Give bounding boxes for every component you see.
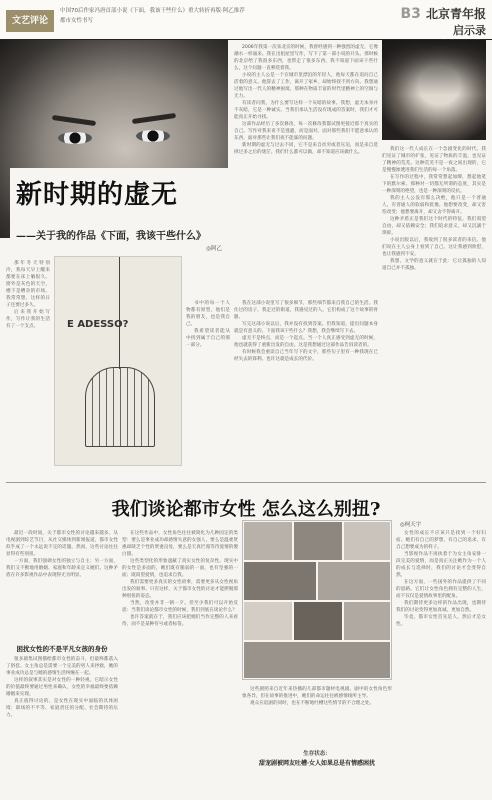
article2-column-1: 最近一段时间，关于都市女性的讨论越来越多。从电视剧到综艺节目，从社交媒体到新闻报道，都市女性似乎成了一个永远说不完的话题。然而，这些讨论往往显得有些别扭。 一方面，我们强调女性的独立与自主；另一方面，我们又不断地用婚姻、家庭和年龄来定义她们。这种矛盾在许多影视作品中表现得尤为明显。 [6,531,118,578]
article1-column-3: 我们这一代人成长在一个急剧变化的时代。我们见证了城市的扩张，见证了物质的丰盈，也见证了精神的荒芜。这种荒芜不是一夜之间出现的，它是慢慢渗透进我们生活的每一个角落。 在写作的过程中，我常常想起加缪，想起他笔下的默尔索。那种对一切都无所谓的态度，其实是一种深刻的绝望，也是一种深刻的反抗。 我的主人公没有那么决绝，他只是一个普通人，有普通人的软弱和犹豫。他想要改变，却又害怕改变；他想要离开，却又舍不得离开。 这种矛盾正是我们这个时代的特征。我们渴望自由，却又依赖安全；我们追求意义，却又沉溺于琐碎。 小说出版以后，我收到了很多读者的来信。他们说在主人公身上看到了自己。这让我感到欣慰，也让我感到不安。 我想，文学的意义就在于此：它让孤独的人知道自己并不孤独。 [382,147,486,271]
article2-column-2: 很多剧集试图描绘都市女性的奋斗，但最终都落入了俗套。女主角总是需要一个完美的男人来拯救，她的事业成功总是与她的感情生活纠缠在一起。 这样的叙事其实是对女性的一种轻视。它暗示女性的价值最终要通过男性来确认，女性的幸福最终要依赖婚姻来实现。 真正值得讨论的，是女性在现实中面临的具体困境：职场的不平等、家庭责任的分配、社会期待的压力。 [6,657,118,718]
still-4 [243,561,317,601]
article2-subhead: 困扰女性的不是平凡女孩的身份 [16,645,108,653]
article1-subtitle: ——关于我的作品《下面，我该干些什么》 [16,231,206,242]
article1-column-2: 我在这部小说里写了很多细节，那些细节都来自我自己的生活。我住过的房子，我走过的街道，我遇见过的人。它们构成了这个故事的骨骼。 写完这部小说以后，我并没有找到答案。但我知道，提出问题本身就是有意义的。下面我该干些什么？我想，我会继续写下去。 虚无不是终点，而是一个起点。当一个人真正感受到虚无的时候，他也就获得了重新出发的自由。这是我想通过这部作品告诉读者的。 有时候我会重读自己当年写下的文字，那些句子里有一种我现在已经失去的锋利。也许这就是成长的代价。 [234,301,378,362]
collage-caption [242,750,392,768]
drama-stills-collage [242,520,392,680]
still-2 [293,521,343,561]
birdcage-illustration [85,367,155,447]
book-cover [54,256,182,466]
section-divider [6,482,486,483]
article2-column-4: 这些剧照来自近年来热播的几部都市题材电视剧。剧中的女性角色形象各异，但在故事的推进中，她们的命运往往被感情线所主导。 观众在追剧的同时，也在不断地吐槽这些情节的不合理之处。 [242,687,392,706]
article1-byline: ◎阿乙 [206,246,222,252]
paper-name: 北京青年报 [425,7,486,21]
left-eye [58,132,92,144]
still-6 [243,601,293,641]
article1-headline: 新时期的虚无 [16,180,179,210]
still-9 [243,641,391,679]
page-header [0,0,492,40]
right-brow [132,113,176,124]
article1-column-1: 2006年我第一次来北京的时候，我曾经感到一种强烈的虚无，它像潮水一样涌来。我在出租屋里写作，写下了第一部小说的开头。那时候的北京给了我很多东西，也带走了很多东西。我不知道下面该干些什么，这个问题一直萦绕着我。 小说的主人公是一个在城市里漂泊的年轻人，他每天都在追问自己活着的意义。他辞去了工作，离开了家乡，却始终找不到方向。我想通过他写出一代人的精神困境，那种在物质丰富的时代里精神上的空洞与无力。 有读者问我，为什么要写这样一个灰暗的故事。我想，虚无本身并不灰暗，它是一种诚实。当我们承认生活没有现成的答案时，我们才可能真正开始寻找。 这部作品经历了多次修改，每一次修改我都试图更接近那个真实的自己。写作对我来说不是逃避，而是面对。面对那些我们不愿意承认的东西，面对那些让我们夜不能寐的问题。 新时期的虚无与过去不同，它不是来自贫穷或者压迫，而是来自选择过多之后的迷茫。我们什么都可以做，却不知道应该做什么。 [234,45,378,155]
header-line-2: 都市女性书写 [60,18,94,24]
still-8 [343,601,391,641]
header-line-1: 中国70后作家冯唐首部小说《下面，我该干些什么》重大转折再版·阿乙推荐 [60,8,245,14]
portrait-hair [382,40,486,95]
article2-column-3: 在这些作品中，女性角色往往被简化为几种固定的类型：要么是事业成功却感情失意的女强人，要么是温柔贤惠却缺乏个性的贤妻良母，要么是天真烂漫等待爱情的傻白甜。 这些类型化的形象遮蔽了真实女性的复杂性。现实中的女性是多面的，她们既有脆弱的一面，也有坚强的一面；既渴望爱情，也追求自我。 我们需要更多真实的女性故事，需要更多从女性视角出发的叙事。只有这样，关于都市女性的讨论才能摆脱那种别扭的姿态。 当然，改变并非一朝一夕。但至少我们可以开始反思：当我们谈论都市女性的时候，我们到底在谈论什么？ 也许答案就在于，我们应该把她们当作完整的人来看待，而不是某种符号或者标签。 [122,531,238,627]
article1-column-side: 书中的每一个人物都有原型，他们是我的朋友，也是我自己。 我希望读者能从中找到属于自己的那一部分。 [186,301,230,348]
still-7 [293,601,343,641]
caption-label: 生存状态： [303,751,331,757]
left-brow [52,115,96,126]
column-name: 启示录 [453,24,486,37]
right-eye [136,130,170,142]
header-lines [60,6,360,26]
still-3 [343,521,391,561]
article1-column-0: 那年冬天特别冷，我每天早上醒来都要在床上躺很久。窗外是灰色的天空，楼下是嘈杂的市场。我常常想，这样的日子还要过多久。 后来我开始写作，写作让我的生活有了一个支点。 [6,261,50,329]
article2-column-5: 女性的成长不应该只是找到一个好归宿。她们有自己的梦想，有自己的追求，有自己想要成为的样子。 当影视作品不再执着于为女主角安排一段完美的爱情，而是真正关注她作为一个人的成长与选择时，我们的讨论才会变得自然。 在这方面，一些国外的作品提供了不同的思路。它们让女性角色拥有完整的人生，而不仅仅是爱情故事里的配角。 我们期待更多这样的作品出现，也期待我们的讨论变得更加真诚、更加自然。 毕竟，都市女性首先是人，然后才是女性。 [396,531,486,627]
article1-headline-block [10,168,228,258]
section-tag: 文艺评论 [6,10,54,32]
book-cover-title: E ADESSO? [67,319,129,330]
still-1 [243,521,293,561]
article2-headline: 我们谈论都市女性 怎么这么别扭? [111,499,381,520]
cage-chain [119,257,120,369]
page-number: B3 [400,6,421,22]
caption-text: 甜宠剧被网友吐槽·女人如果总是有情感困扰 [258,760,376,767]
article2-byline: ◎柯天宇 [400,522,422,528]
still-5 [317,561,391,601]
